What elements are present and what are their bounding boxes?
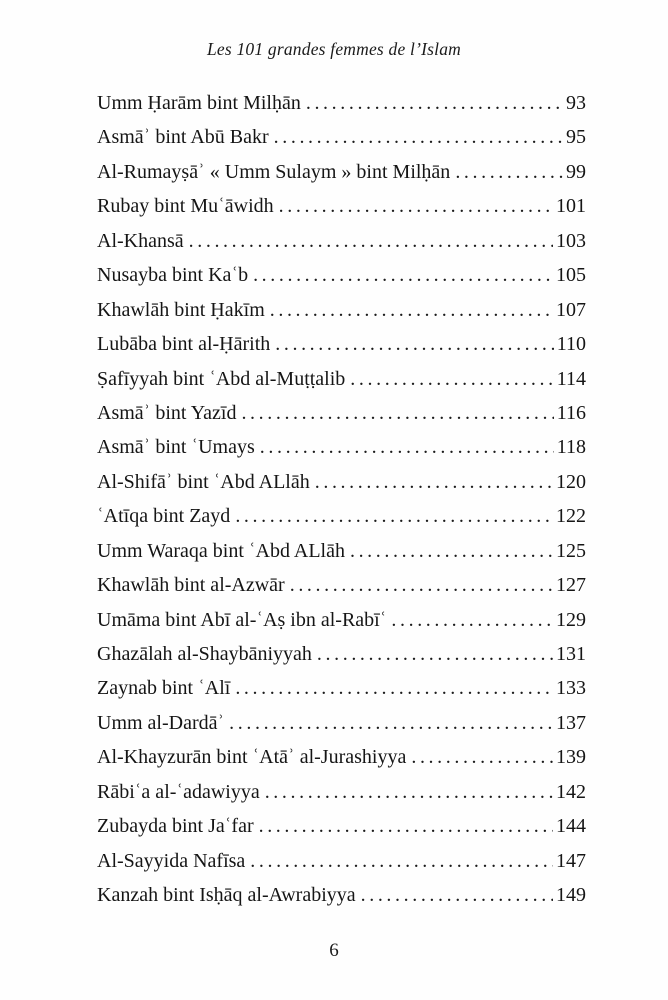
toc-dot-leader bbox=[350, 534, 553, 568]
toc-entry bbox=[97, 120, 586, 154]
toc-entry bbox=[97, 86, 586, 120]
toc-entry bbox=[97, 499, 586, 533]
toc-entry bbox=[97, 396, 586, 430]
toc-entry-page: 147 bbox=[556, 849, 586, 872]
toc-entry bbox=[97, 224, 586, 258]
toc-entry-title: Umāma bint Abī al-ʿAṣ ibn al-Rabīʿ bbox=[97, 608, 387, 631]
toc-entry bbox=[97, 740, 586, 774]
toc-dot-leader bbox=[306, 86, 563, 120]
toc-dot-leader bbox=[270, 293, 553, 327]
toc-entry-title: Ghazālah al-Shaybāniyyah bbox=[97, 643, 312, 665]
toc-entry-title: Al-Khansā bbox=[97, 229, 184, 252]
toc-entry-page: 107 bbox=[556, 298, 586, 321]
toc-dot-leader bbox=[317, 637, 553, 671]
toc-entry-title: Asmāʾ bint Yazīd bbox=[97, 401, 237, 424]
toc-entry bbox=[97, 844, 586, 878]
toc-dot-leader bbox=[391, 603, 553, 637]
toc-entry bbox=[97, 706, 586, 740]
toc-dot-leader bbox=[250, 844, 553, 878]
toc-entry-title: Rubay bint Muʿāwidh bbox=[97, 195, 274, 218]
toc-entry-title: Lubāba bint al-Ḥārith bbox=[97, 333, 271, 356]
toc-entry-page: 120 bbox=[556, 470, 586, 493]
toc-entry-title: Umm Ḥarām bint Milḥān bbox=[97, 92, 301, 114]
toc-entry-title: Al-Rumayṣāʾ « Umm Sulaym » bint Milḥān bbox=[97, 160, 451, 183]
toc-dot-leader bbox=[265, 775, 553, 809]
toc-entry bbox=[97, 878, 586, 912]
toc-dot-leader bbox=[189, 224, 553, 258]
toc-dot-leader bbox=[411, 740, 553, 774]
toc-entry bbox=[97, 671, 586, 705]
toc-entry-page: 144 bbox=[556, 815, 586, 838]
toc-entry-title: Kanzah bint Isḥāq al-Awrabiyya bbox=[97, 884, 356, 907]
toc-entry bbox=[97, 327, 586, 361]
toc-entry-title: Al-Shifāʾ bint ʿAbd ALlāh bbox=[97, 470, 310, 493]
toc-entry-title: Ṣafīyyah bint ʿAbd al-Muṭṭalib bbox=[97, 367, 346, 390]
toc-entry-title: Zaynab bint ʿAlī bbox=[97, 677, 231, 700]
toc-entry-title: Umm al-Dardāʾ bbox=[97, 711, 225, 734]
toc-entry bbox=[97, 637, 586, 671]
toc-entry-title: Al-Sayyida Nafīsa bbox=[97, 849, 246, 872]
toc-dot-leader bbox=[274, 120, 563, 154]
toc-entry bbox=[97, 465, 586, 499]
toc-entry-title: Umm Waraqa bint ʿAbd ALlāh bbox=[97, 539, 345, 562]
toc-dot-leader bbox=[253, 258, 553, 292]
toc-dot-leader bbox=[259, 809, 553, 843]
toc-dot-leader bbox=[241, 396, 553, 430]
toc-entry-page: 142 bbox=[556, 780, 586, 803]
toc-entry-page: 99 bbox=[566, 160, 586, 183]
toc-entry-page: 103 bbox=[556, 229, 586, 252]
toc-dot-leader bbox=[350, 362, 553, 396]
toc-entry-page: 118 bbox=[556, 436, 586, 459]
toc-entry-title: Rābiʿa al-ʿadawiyya bbox=[97, 780, 260, 803]
toc-dot-leader bbox=[235, 499, 553, 533]
toc-entry bbox=[97, 568, 586, 602]
toc-entry-title: Al-Khayzurān bint ʿAtāʾ al-Jurashiyya bbox=[97, 746, 407, 769]
toc-entry-page: 137 bbox=[556, 711, 586, 734]
toc-entry-title: Nusayba bint Kaʿb bbox=[97, 264, 249, 287]
toc-dot-leader bbox=[275, 327, 553, 361]
toc-dot-leader bbox=[229, 706, 553, 740]
toc-entry-page: 149 bbox=[556, 884, 586, 907]
toc-dot-leader bbox=[361, 878, 553, 912]
toc-entry-title: Khawlāh bint al-Azwār bbox=[97, 574, 285, 597]
toc-entry bbox=[97, 809, 586, 843]
toc-entry-page: 101 bbox=[556, 195, 586, 218]
toc-entry bbox=[97, 293, 586, 327]
toc-entry bbox=[97, 430, 586, 464]
toc-entry-page: 127 bbox=[556, 574, 586, 597]
toc-entry-page: 114 bbox=[556, 367, 586, 390]
toc-dot-leader bbox=[290, 568, 553, 602]
toc-entry bbox=[97, 189, 586, 223]
toc-entry-page: 125 bbox=[556, 539, 586, 562]
toc-entry bbox=[97, 155, 586, 189]
toc-entry-page: 110 bbox=[556, 333, 586, 356]
toc-entry-page: 139 bbox=[556, 746, 586, 769]
toc-dot-leader bbox=[260, 430, 554, 464]
toc-entry-page: 116 bbox=[556, 401, 586, 424]
toc-entry-title: Asmāʾ bint ʿUmays bbox=[97, 436, 255, 459]
page-number: 6 bbox=[329, 940, 339, 961]
toc-entry-page: 131 bbox=[556, 643, 586, 665]
toc-entry-page: 129 bbox=[556, 608, 586, 631]
running-header: Les 101 grandes femmes de l’Islam bbox=[206, 39, 461, 59]
toc-entry-title: Asmāʾ bint Abū Bakr bbox=[97, 126, 269, 149]
toc-entry bbox=[97, 362, 586, 396]
toc-entry-page: 122 bbox=[556, 505, 586, 528]
toc-entry-page: 93 bbox=[566, 92, 586, 114]
table-of-contents bbox=[97, 86, 586, 913]
toc-entry-page: 133 bbox=[556, 677, 586, 700]
toc-entry-title: ʿAtīqa bint Zayd bbox=[97, 505, 231, 528]
toc-dot-leader bbox=[455, 155, 563, 189]
toc-dot-leader bbox=[315, 465, 553, 499]
toc-entry-title: Khawlāh bint Ḥakīm bbox=[97, 298, 265, 321]
toc-entry-page: 95 bbox=[566, 126, 586, 149]
toc-entry bbox=[97, 258, 586, 292]
toc-entry bbox=[97, 534, 586, 568]
toc-entry bbox=[97, 775, 586, 809]
toc-entry-page: 105 bbox=[556, 264, 586, 287]
toc-entry bbox=[97, 603, 586, 637]
toc-entry-title: Zubayda bint Jaʿfar bbox=[97, 815, 254, 838]
toc-dot-leader bbox=[279, 189, 553, 223]
toc-dot-leader bbox=[235, 671, 553, 705]
